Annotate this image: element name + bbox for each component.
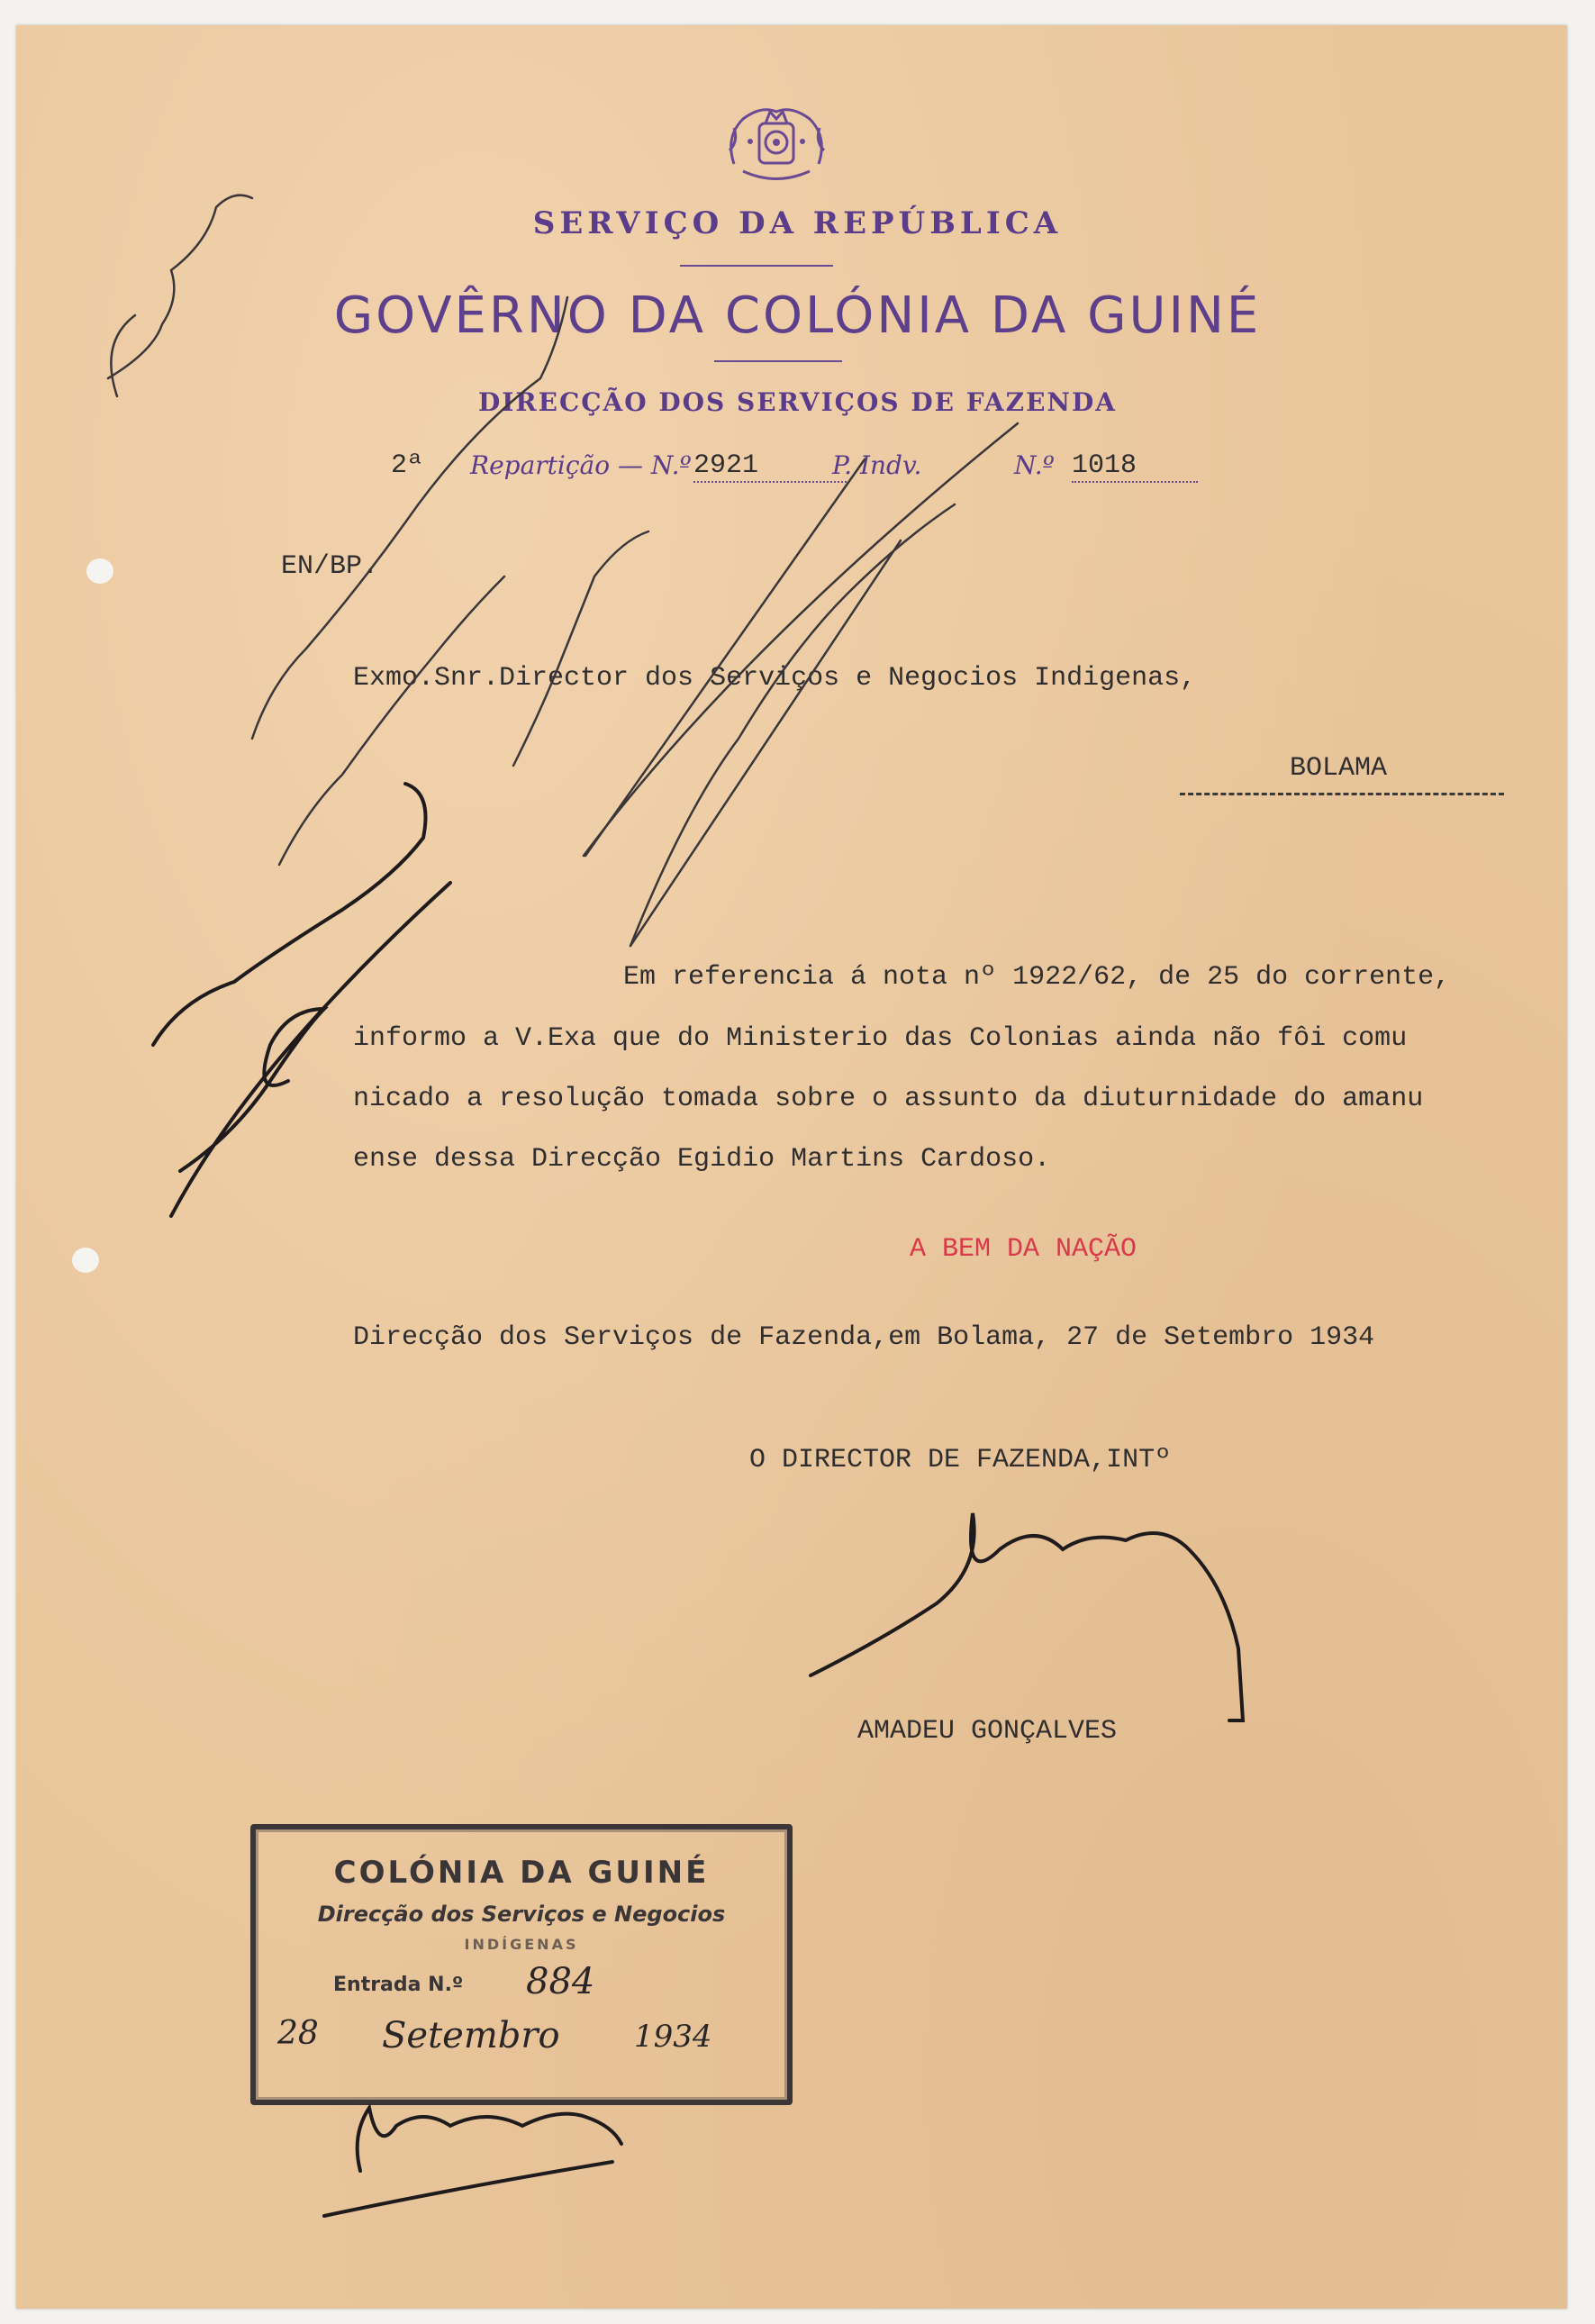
diagonal-note-3	[513, 531, 648, 766]
stamp-initials-signature	[324, 2108, 621, 2216]
director-signature	[811, 1513, 1243, 1720]
margin-signature	[153, 784, 450, 1216]
stamp-colony: COLÓNIA DA GUINÉ	[333, 1855, 710, 1891]
place-date-line: Direcção dos Serviços de Fazenda,em Bolama, 27 de Setembro 1934	[353, 1322, 1375, 1353]
signatory-name: AMADEU GONÇALVES	[857, 1716, 1118, 1747]
diagonal-note-5	[630, 504, 955, 946]
stamp-indigenas: INDÍGENAS	[464, 1936, 579, 1953]
stamp-date-year: 1934	[634, 2019, 712, 2055]
margin-note-name	[108, 195, 252, 396]
body-line-1: Em referencia á nota nº 1922/62, de 25 do corrente,	[623, 962, 1451, 993]
body-line-3: nicado a resolução tomada sobre o assunto da diuturnidade do amanu	[353, 1084, 1424, 1114]
stamp-entry-label: Entrada N.º	[333, 1974, 464, 1996]
body-line-2: informo a V.Exa que do Ministerio das Colonias ainda não fôi comu	[353, 1023, 1408, 1054]
body-line-4: ense dessa Direcção Egidio Martins Cardoso.	[353, 1144, 1051, 1175]
addressee-city: BOLAMA	[1290, 753, 1388, 784]
stamp-date-month: Setembro	[382, 2015, 560, 2056]
typist-initials: EN/BP.	[281, 551, 379, 582]
stamp-directorate: Direcção dos Serviços e Negocios	[317, 1902, 726, 1927]
proc-no-label: N.º	[1014, 450, 1055, 480]
stamp-entry-number: 884	[526, 1961, 595, 2002]
addressee-line: Exmo.Snr.Director dos Serviços e Negocios Indigenas,	[353, 663, 1197, 694]
section-number: 2ª	[391, 450, 424, 481]
signatory-title: O DIRECTOR DE FAZENDA,INTº	[749, 1445, 1172, 1475]
proc-number: 1018	[1072, 450, 1198, 483]
diagonal-strike	[584, 423, 1018, 856]
section-label: Repartição — N.º	[470, 450, 692, 480]
proc-label: P. Indv.	[832, 450, 922, 480]
closing-salutation: A BEM DA NAÇÃO	[910, 1234, 1137, 1265]
reference-number: 2921	[693, 450, 847, 483]
service-header: SERVIÇO DA REPÚBLICA	[532, 205, 1063, 241]
stamp-date-day: 28	[277, 2015, 319, 2052]
directorate-header: DIRECÇÃO DOS SERVIÇOS DE FAZENDA	[477, 387, 1118, 417]
diagonal-note-1	[252, 297, 567, 739]
government-header: GOVÊRNO DA COLÓNIA DA GUINÉ	[333, 286, 1262, 345]
diagonal-note-2	[279, 576, 504, 865]
